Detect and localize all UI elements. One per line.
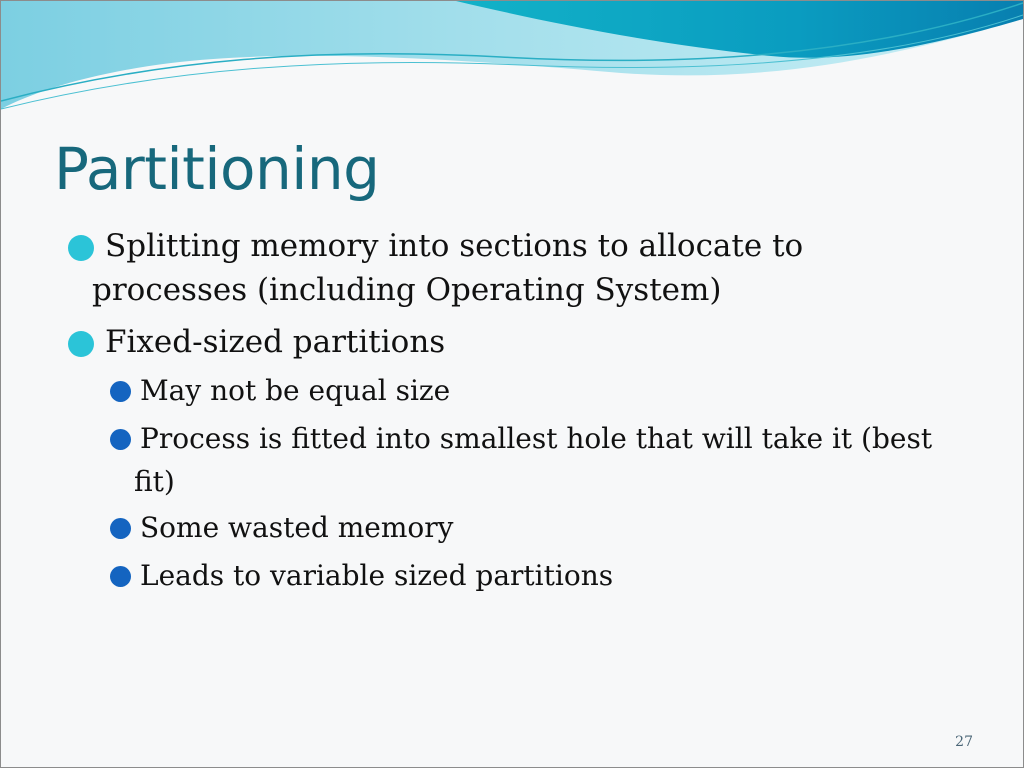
bullet-text: Some wasted memory xyxy=(140,511,454,544)
sub-bullet-item xyxy=(134,554,974,597)
sub-bullet-dot-icon xyxy=(110,566,131,587)
page-number: 27 xyxy=(955,734,973,750)
bullet-text: Splitting memory into sections to allocate to processes (including Operating System) xyxy=(92,228,804,308)
bullet-item xyxy=(92,320,952,364)
slide-title: Partitioning xyxy=(54,135,380,203)
bullet-text: Process is fitted into smallest hole that will take it (best fit) xyxy=(134,422,933,498)
sub-bullet-item xyxy=(134,506,974,549)
bullet-list xyxy=(1,1,1023,767)
bullet-item xyxy=(92,224,952,312)
bullet-dot-icon xyxy=(68,235,94,261)
sub-bullet-item xyxy=(134,417,974,503)
sub-bullet-dot-icon xyxy=(110,429,131,450)
bullet-dot-icon xyxy=(68,331,94,357)
bullet-text: Leads to variable sized partitions xyxy=(140,559,614,592)
sub-bullet-item xyxy=(134,369,974,412)
sub-bullet-dot-icon xyxy=(110,381,131,402)
sub-bullet-dot-icon xyxy=(110,518,131,539)
bullet-text: Fixed-sized partitions xyxy=(105,324,446,360)
bullet-text: May not be equal size xyxy=(140,374,451,407)
